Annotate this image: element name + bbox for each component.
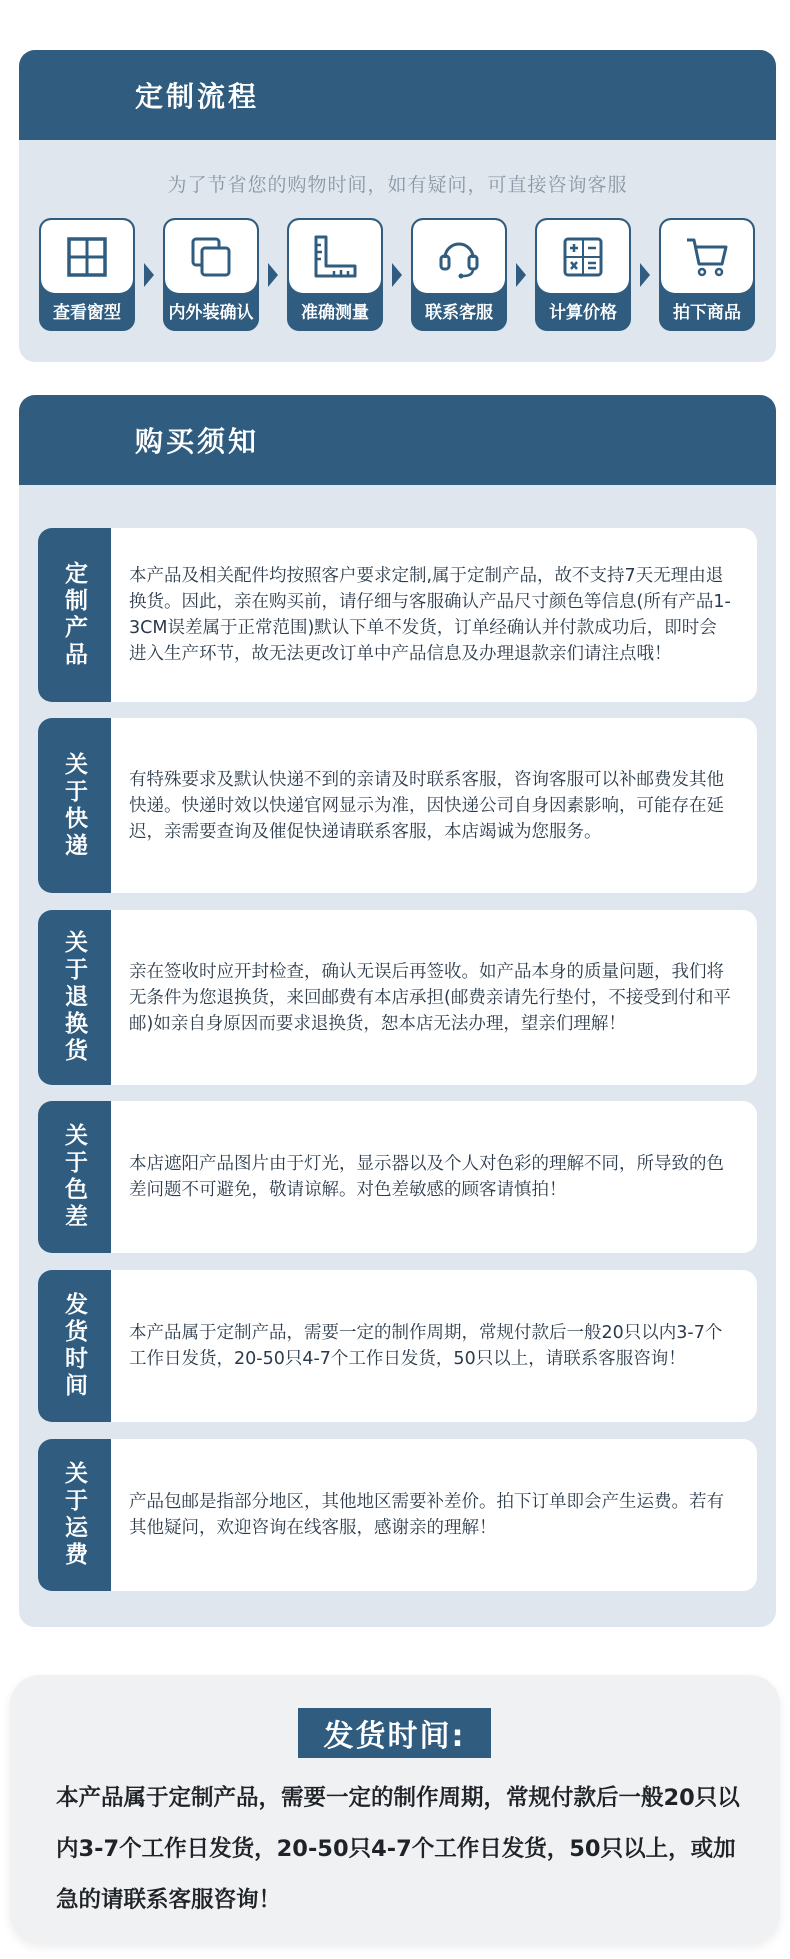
notice-title: 购买须知 (135, 425, 260, 458)
process-title: 定制流程 (135, 80, 260, 113)
headset-icon (436, 234, 482, 280)
notice-text: 本产品及相关配件均按照客户要求定制,属于定制产品，故不支持7天无理由退换货。因此，亲在购买前，请仔细与客服确认产品尺寸颜色等信息(所有产品1-3CM误差属于正常范围)默认下单不发货，订单经确认并付款成功后，即时会进入生产环节，故无法更改订单中产品信息及办理退款亲们请注点哦！ (129, 566, 731, 664)
notice-item-delivery (38, 1270, 757, 1422)
notice-text: 亲在签收时应开封检查，确认无误后再签收。如产品本身的质量问题，我们将无条件为您退换货，来回邮费有本店承担(邮费亲请先行垫付，不接受到付和平邮)如亲自身原因而要求退换货，恕本店无法办理，望亲们理解！ (129, 961, 731, 1034)
notice-item-express (38, 718, 757, 893)
notice-text: 产品包邮是指部分地区，其他地区需要补差价。拍下订单即会产生运费。若有其他疑问，欢迎咨询在线客服，感谢亲的理解！ (129, 1492, 724, 1538)
step-view-window (39, 218, 135, 331)
step-label: 计算价格 (549, 302, 617, 323)
process-steps (39, 218, 755, 331)
notice-tag: 关于色差 (61, 1123, 87, 1231)
notice-text: 本产品属于定制产品，需要一定的制作周期，常规付款后一般20只以内3-7个工作日发货，20-50只4-7个工作日发货，50只以上，请联系客服咨询！ (129, 1323, 723, 1369)
step-calculate (535, 218, 631, 331)
shipping-panel (10, 1675, 780, 1943)
notice-tag: 关于运费 (61, 1461, 87, 1569)
arrow-right-icon (507, 263, 535, 287)
step-confirm-install (163, 218, 259, 331)
notice-header (19, 395, 776, 485)
notice-tag: 定制产品 (61, 561, 87, 669)
notice-item-return (38, 910, 757, 1085)
step-label: 联系客服 (425, 302, 493, 323)
step-label: 拍下商品 (673, 302, 741, 323)
step-order (659, 218, 755, 331)
shipping-text: 本产品属于定制产品，需要一定的制作周期，常规付款后一般20只以内3-7个工作日发货，20-50只4-7个工作日发货，50只以上，或加急的请联系客服咨询！ (56, 1785, 740, 1913)
step-label: 内外装确认 (168, 302, 254, 323)
arrow-right-icon (135, 263, 163, 287)
notice-text: 有特殊要求及默认快递不到的亲请及时联系客服，咨询客服可以补邮费发其他快递。快递时效以快递官网显示为准，因快递公司自身因素影响，可能存在延迟，亲需要查询及催促快递请联系客服，本店竭诚为您服务。 (129, 769, 724, 842)
arrow-right-icon (259, 263, 287, 287)
notice-text: 本店遮阳产品图片由于灯光，显示器以及个人对色彩的理解不同，所导致的色差问题不可避免，敬请谅解。对色差敏感的顾客请慎拍！ (129, 1154, 724, 1200)
arrow-right-icon (383, 263, 411, 287)
arrow-right-icon (631, 263, 659, 287)
notice-item-custom (38, 528, 757, 702)
notice-item-color (38, 1101, 757, 1253)
shipping-title: 发货时间: (298, 1708, 491, 1758)
cart-icon (684, 234, 730, 280)
process-header (19, 50, 776, 140)
step-label: 准确测量 (301, 302, 369, 323)
notice-item-freight (38, 1439, 757, 1591)
step-contact (411, 218, 507, 331)
window-icon (66, 236, 108, 278)
notice-tag: 发货时间 (61, 1292, 87, 1400)
notice-panel (19, 395, 776, 1627)
notice-tag: 关于快递 (61, 751, 87, 860)
step-label: 查看窗型 (53, 302, 121, 323)
process-subtitle: 为了节省您的购物时间，如有疑问，可直接咨询客服 (167, 174, 628, 196)
step-measure (287, 218, 383, 331)
calculator-icon (561, 235, 605, 279)
copy-icon (189, 235, 233, 279)
process-panel (19, 50, 776, 362)
notice-tag: 关于退换货 (61, 930, 87, 1065)
ruler-icon (312, 234, 358, 280)
